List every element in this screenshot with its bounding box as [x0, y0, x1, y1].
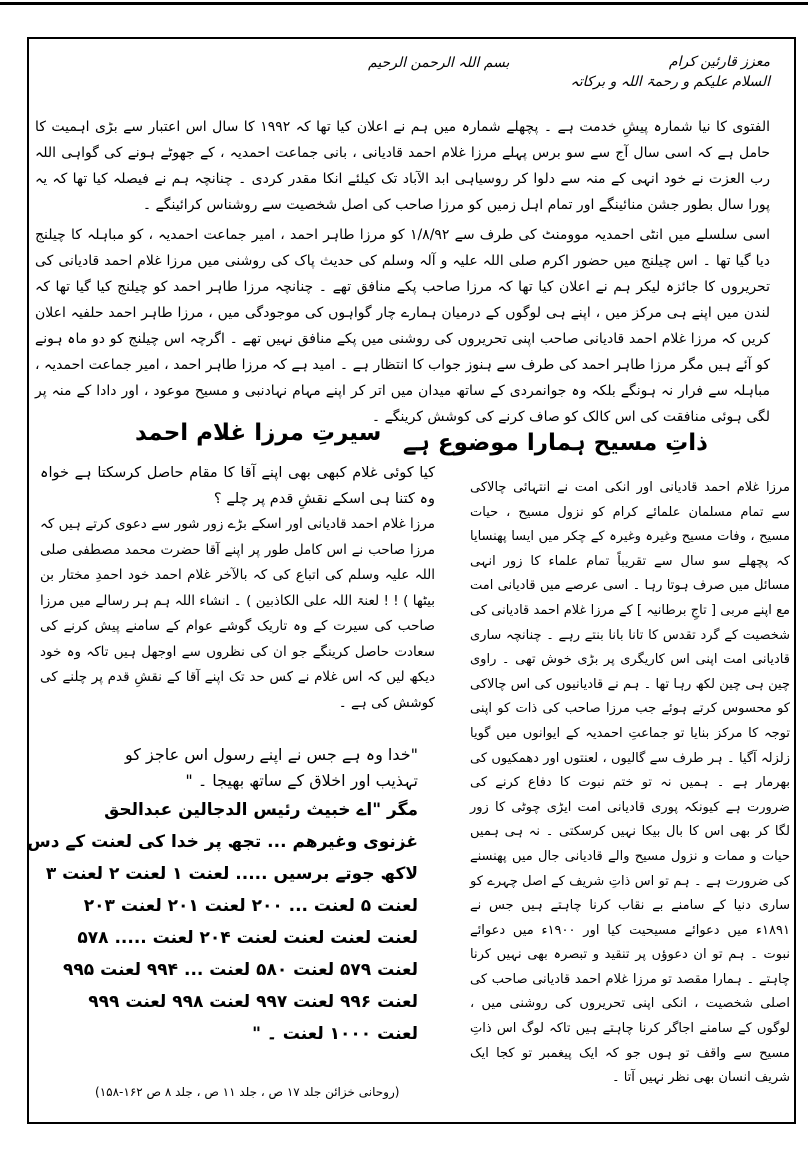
left-column [40, 460, 435, 716]
left-column-body: مرزا غلام احمد قادیانی اور اسکے بڑے زور شور سے دعوی کرتے ہیں کہ مرزا صاحب نے اس کامل طور پر اپنے آقا حضرت محمد مصطفی صلی اللہ علیہ وسلم کی اتباع کی کہ بالآخر غلام احمد خود احمدِ مختار بن بیٹھا ) ! ! لعنۃ اللہ علی الکاذبین ) ۔ انشاء اللہ ہم ہر رسالے میں مرزا صاحب کی سیرت کے وہ تاریک گوشے عوام کے سامنے پیش کرنے کی سعادت حاصل کرینگے جو ان کی نظروں سے اوجھل ہیں تاکہ وہ خود دیکھ لیں کہ اس غلام نے کس حد تک اپنے آقا کے نقشِ قدم پر چلنے کی کوشش کی ہے ۔ [40, 516, 435, 711]
page-top-border [0, 2, 808, 5]
salutation: معزز قارئین کرام [668, 54, 770, 70]
poem-line: مگر "اے خبیث رئیس الدجالین عبدالحق [104, 800, 418, 820]
greeting: السلام علیکم و رحمۃ اللہ و برکاتہ [570, 74, 770, 90]
poem-line: لعنت لعنت لعنت لعنت ۲۰۴ لعنت ..... ۵۷۸ [77, 928, 418, 948]
left-column-question: کیا کوئی غلام کبھی بھی اپنے آقا کا مقام حاصل کرسکتا ہے خواہ وہ کتنا ہی اسکے نقشِ قدم پر چلے ؟ [40, 465, 435, 507]
right-column-body: مرزا غلام احمد قادیانی اور انکی امت نے انتہائی چالاکی سے تمام مسلمان علمائے کرام کو نزول مسیح ، حیات مسیح ، وفات مسیح وغیرہ وغیرہ کے چکر میں ایسا پھنسایا کہ پچھلے سو سال سے تقریباً تمام علماء کا زور انہی مسائل میں صرف ہوتا رہا ۔ اسی عرصے میں قادیانی امت مع اپنے مربی [ تاجِ برطانیہ ] کے مرزا غلام احمد قادیانی کی شخصیت کے گرد تقدس کا تانا بانا بنتے رہے ۔ چنانچہ ساری قادیانی امت اپنی اس کاریگری پر بڑی خوش تھی ۔ راوی چین ہی چین لکھ رہا تھا ۔ ہم نے قادیانیوں کی اس چالاکی کو محسوس کرتے ہوئے جب مرزا صاحب کی ذات کو اپنی توجہ کا مرکز بنایا تو جماعتِ احمدیہ کے ایوانوں میں گویا زلزلہ آگیا ۔ ہر طرف سے گالیوں ، لعنتوں اور دھمکیوں کی بھرمار ہے ۔ ہمیں نہ تو ختم نبوت کا دفاع کرنے کی ضرورت ہے کیونکہ پوری قادیانی امت ایڑی چوٹی کا زور لگا کر بھی اس کا بال بیکا نہیں کرسکتی ۔ نہ ہی ہمیں حیات و ممات و نزول مسیح والے قادیانی جال میں پھنسنے کی ضرورت ہے ۔ ہم تو اس ذاتِ شریف کے اصل چہرے کو ساری دنیا کے سامنے بے نقاب کرنا چاہتے ہیں جس نے ۱۸۹۱ء میں دعوائے مسیحیت کیا اور ۱۹۰۰ء میں دعوائے نبوت ۔ ہم تو ان دعوؤں پر تنقید و تبصرہ بھی نہیں کرنا چاہتے ۔ ہمارا مقصد تو مرزا غلام احمد قادیانی صاحب کی اصلی شخصیت ، انکی اپنی تحریروں کی روشنی میں ، لوگوں کے سامنے اجاگر کرنا چاہتے ہیں تاکہ لوگ اس ذاتِ مسیح سے واقف تو ہوں جو کہ ایک پیغمبر تو کجا ایک شریف انسان بھی نظر نہیں آتا ۔ [470, 480, 790, 1086]
quote-line: تہذیب اور اخلاق کے ساتھ بھیجا ۔ " [185, 771, 418, 790]
quote-line: "خدا وہ ہے جس نے اپنے رسول اس عاجز کو [125, 745, 418, 764]
poem-line: غزنوی وغیرھم ... تجھ پر خدا کی لعنت کے دس [27, 832, 418, 852]
poem-line: لاکھ جوتے برسیں ..... لعنت ۱ لعنت ۲ لعنت ۳ [45, 864, 418, 884]
poem-line: لعنت ۹۹۶ لعنت ۹۹۷ لعنت ۹۹۸ لعنت ۹۹۹ [88, 992, 418, 1012]
right-column [470, 476, 790, 1091]
header-salutation-block [570, 52, 770, 92]
bismillah: بسم اللہ الرحمن الرحیم [368, 55, 510, 71]
poem-line: لعنت ۵۷۹ لعنت ۵۸۰ لعنت ... ۹۹۴ لعنت ۹۹۵ [63, 960, 418, 980]
right-column-heading: ذاتِ مسیح ہمارا موضوع ہے [402, 430, 708, 456]
intro-paragraph: الفتوی کا نیا شمارہ پیشِ خدمت ہے ۔ پچھلے شمارہ میں ہم نے اعلان کیا تھا کہ ۱۹۹۲ کا سال اس اعتبار سے بڑی اہمیت کا حامل ہے کہ اسی سال آج سے سو برس پہلے مرزا غلام احمد قادیانی ، بانی جماعت احمدیہ ، کے جھوٹے ہونے کی گواہی اللہ رب العزت نے خود انہی کے منہ سے دلوا کر روسیاہی ابد الآباد تک کیلئے انکا مقدر کردی ۔ چنانچہ ہم نے فیصلہ کیا تھا کہ یہ پورا سال بطور جشن منائینگے اور تمام اہل زمیں کو مرزا صاحب کی اصل شخصیت سے روشناس کرائینگے ۔ [35, 119, 770, 213]
reference-citation: (روحانی خزائن جلد ۱۷ ص ، جلد ۱۱ ص ، جلد ۸ ص ۱۶۲-۱۵۸) [95, 1085, 400, 1099]
intro-paragraph: اسی سلسلے میں انٹی احمدیہ موومنٹ کی طرف سے ۱/۸/۹۲ کو مرزا طاہر احمد ، امیر جماعت احمدیہ ، کو مباہلہ کا چیلنج دیا گیا تھا ۔ اس چیلنج میں حضور اکرم صلی اللہ علیہ و آلہ وسلم کی حدیث پاک کی روشنی میں مرزا غلام احمد قادیانی کی تحریروں کا جائزہ لیکر ہم نے اعلان کیا تھا کہ مرزا صاحب پکے منافق تھے ۔ چنانچہ مرزا طاہر احمد کو چیلنج کیا گیا تھا کہ لندن میں اپنے ہی مرکز میں ، اپنے ہی لوگوں کے درمیان ہمارے چار گواہوں کی موجودگی میں ، مرزا طاہر احمد حلفیہ اعلان کریں کہ مرزا غلام احمد قادیانی صاحب اپنی تحریروں کی روشنی میں پکے منافق نہیں تھے ۔ اگرچہ اس چیلنج کو دو ماہ ہونے کو آئے ہیں مگر مرزا طاہر احمد کی طرف سے ہنوز جواب کا انتظار ہے ۔ امید ہے کہ مرزا طاہر احمد ، امیر جماعت احمدیہ ، مباہلہ سے فرار نہ ہونگے بلکہ وہ جوانمردی کے ساتھ میدان میں اتر کر اپنے مہام نہادنبی و مسیح موعود ، اور دادا کے منہ پر لگی ہوئی منافقت کی اس کالک کو صاف کرنے کی کوشش کرینگے ۔ [35, 227, 771, 425]
poem-line: لعنت ۵ لعنت ... ۲۰۰ لعنت ۲۰۱ لعنت ۲۰۳ [83, 896, 418, 916]
left-column-heading: سیرتِ مرزا غلام احمد [135, 420, 382, 446]
intro-section [35, 114, 770, 434]
poem-line: لعنت ۱۰۰۰ لعنت ۔ " [252, 1024, 418, 1044]
quotation-block [27, 742, 418, 1050]
